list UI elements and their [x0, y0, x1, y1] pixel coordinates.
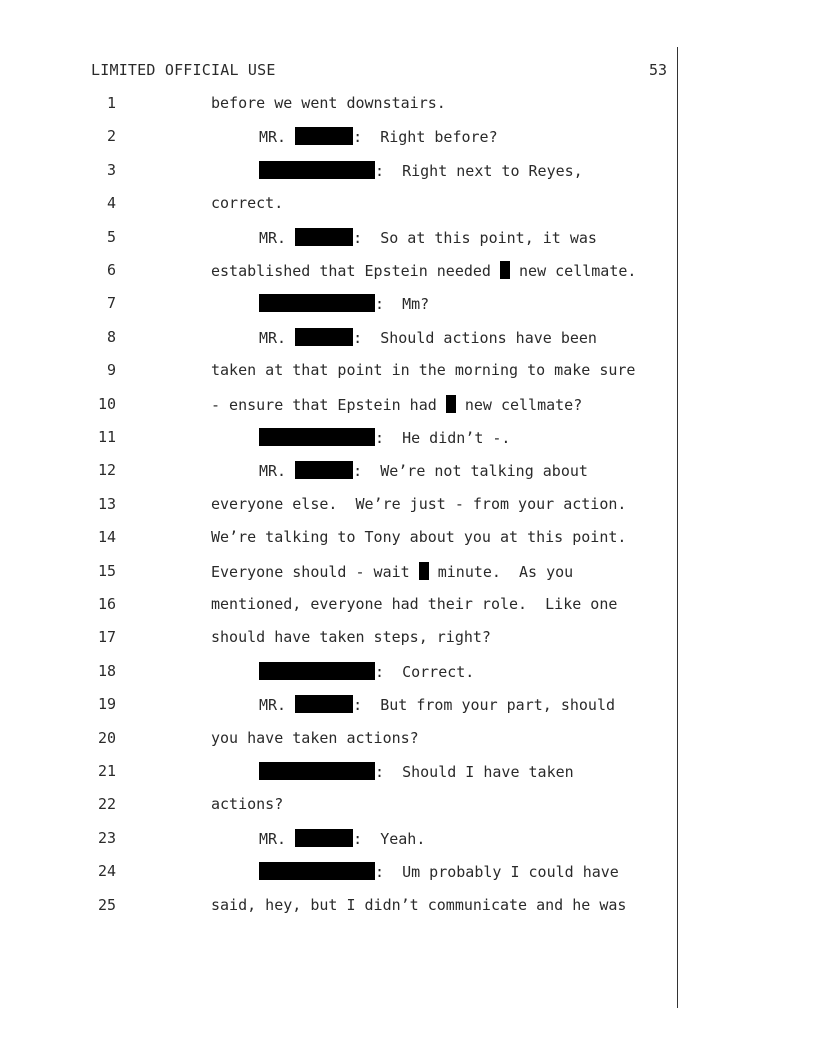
line-text-segment: actions? [211, 795, 284, 814]
right-margin-rule [677, 47, 678, 1008]
line-text-segment: taken at that point in the morning to make sure [211, 361, 636, 380]
line-text-segment: established that Epstein needed [211, 262, 500, 280]
transcript-line [211, 194, 283, 212]
line-text-segment: : So at this point, it was [353, 228, 597, 247]
redaction-box [259, 294, 375, 312]
page-number: 53 [649, 61, 668, 79]
line-text-segment: new cellmate. [509, 262, 637, 280]
line-number: 8 [106, 327, 116, 346]
line-text-segment: minute. As you [428, 562, 574, 581]
transcript-line [211, 729, 419, 747]
transcript-line [259, 695, 615, 714]
line-number: 11 [97, 428, 116, 446]
line-number: 19 [97, 695, 116, 714]
redaction-box [295, 695, 353, 713]
line-text-segment: : Um probably I could have [375, 863, 619, 882]
redaction-box [500, 261, 510, 279]
transcript-line [211, 896, 626, 914]
line-number: 9 [106, 361, 116, 380]
transcript-line [259, 762, 574, 781]
redaction-box [295, 461, 353, 479]
line-text-segment: : Correct. [375, 662, 475, 681]
line-number: 16 [97, 595, 116, 613]
line-text-segment: correct. [211, 194, 284, 213]
line-number: 14 [97, 528, 116, 547]
redaction-box [259, 662, 375, 680]
transcript-line [259, 662, 474, 681]
redaction-box [419, 562, 429, 580]
redaction-box [295, 127, 353, 145]
line-number: 5 [106, 227, 116, 246]
line-text-segment: : We’re not talking about [353, 462, 588, 481]
transcript-line [211, 495, 626, 513]
line-number: 20 [97, 728, 116, 747]
line-text-segment: before we went downstairs. [211, 94, 446, 112]
redaction-box [259, 862, 375, 880]
transcript-line [259, 428, 510, 447]
classification-label: LIMITED OFFICIAL USE [91, 61, 276, 79]
transcript-line [211, 361, 635, 379]
line-number: 6 [106, 261, 116, 279]
line-number: 12 [97, 461, 116, 480]
redaction-box [259, 161, 375, 179]
line-text-segment: : Right next to Reyes, [375, 161, 583, 180]
line-number: 13 [97, 494, 116, 513]
transcript-line [211, 528, 626, 546]
transcript-line [259, 829, 425, 848]
line-text-segment: Everyone should - wait [211, 562, 419, 581]
line-number: 25 [97, 895, 116, 914]
redaction-box [259, 762, 375, 780]
transcript-line [211, 795, 283, 813]
line-number: 23 [97, 828, 116, 847]
line-text-segment: MR. [259, 328, 296, 347]
line-number: 18 [97, 661, 116, 680]
transcript-line [211, 628, 491, 646]
line-text-segment: should have taken steps, right? [211, 628, 491, 647]
line-text-segment: : But from your part, should [353, 696, 616, 715]
line-number: 2 [106, 127, 116, 146]
line-number: 17 [97, 628, 116, 647]
line-text-segment: - ensure that Epstein had [211, 395, 446, 414]
line-number: 22 [97, 795, 116, 814]
transcript-line [211, 261, 636, 280]
line-number: 3 [106, 160, 116, 179]
line-text-segment: everyone else. We’re just - from your action. [211, 494, 627, 513]
redaction-box [295, 328, 353, 346]
transcript-line [259, 161, 583, 180]
transcript-line [211, 562, 573, 581]
transcript-line [211, 395, 582, 414]
line-text-segment: MR. [259, 462, 296, 481]
transcript-line [259, 862, 619, 881]
transcript-line [211, 94, 446, 112]
line-text-segment: : Right before? [353, 128, 498, 147]
transcript-line [211, 595, 617, 613]
line-text-segment: : He didn’t -. [375, 429, 511, 447]
line-number: 7 [106, 294, 116, 313]
transcript-line [259, 461, 588, 480]
line-text-segment: MR. [259, 128, 296, 147]
line-number: 15 [97, 561, 116, 580]
redaction-box [446, 395, 456, 413]
line-text-segment: MR. [259, 829, 296, 848]
line-text-segment: We’re talking to Tony about you at this point. [211, 528, 627, 547]
line-text-segment: : Should actions have been [353, 328, 597, 347]
line-number: 10 [97, 394, 116, 413]
redaction-box [259, 428, 375, 446]
transcript-line [259, 228, 597, 247]
line-text-segment: : Mm? [375, 295, 430, 314]
transcript-line [259, 328, 597, 347]
line-text-segment: you have taken actions? [211, 728, 419, 747]
line-text-segment: : Should I have taken [375, 763, 574, 781]
line-text-segment: said, hey, but I didn’t communicate and he was [211, 895, 627, 914]
line-number: 21 [97, 762, 116, 780]
line-number: 1 [106, 94, 116, 112]
line-text-segment: : Yeah. [353, 829, 426, 848]
redaction-box [295, 829, 353, 847]
line-text-segment: MR. [259, 228, 296, 247]
line-text-segment: mentioned, everyone had their role. Like one [211, 595, 618, 613]
transcript-line [259, 127, 498, 146]
transcript-line [259, 294, 429, 313]
redaction-box [295, 228, 353, 246]
line-text-segment: MR. [259, 696, 296, 715]
line-number: 4 [106, 194, 116, 213]
line-text-segment: new cellmate? [455, 395, 583, 414]
line-number: 24 [97, 862, 116, 881]
